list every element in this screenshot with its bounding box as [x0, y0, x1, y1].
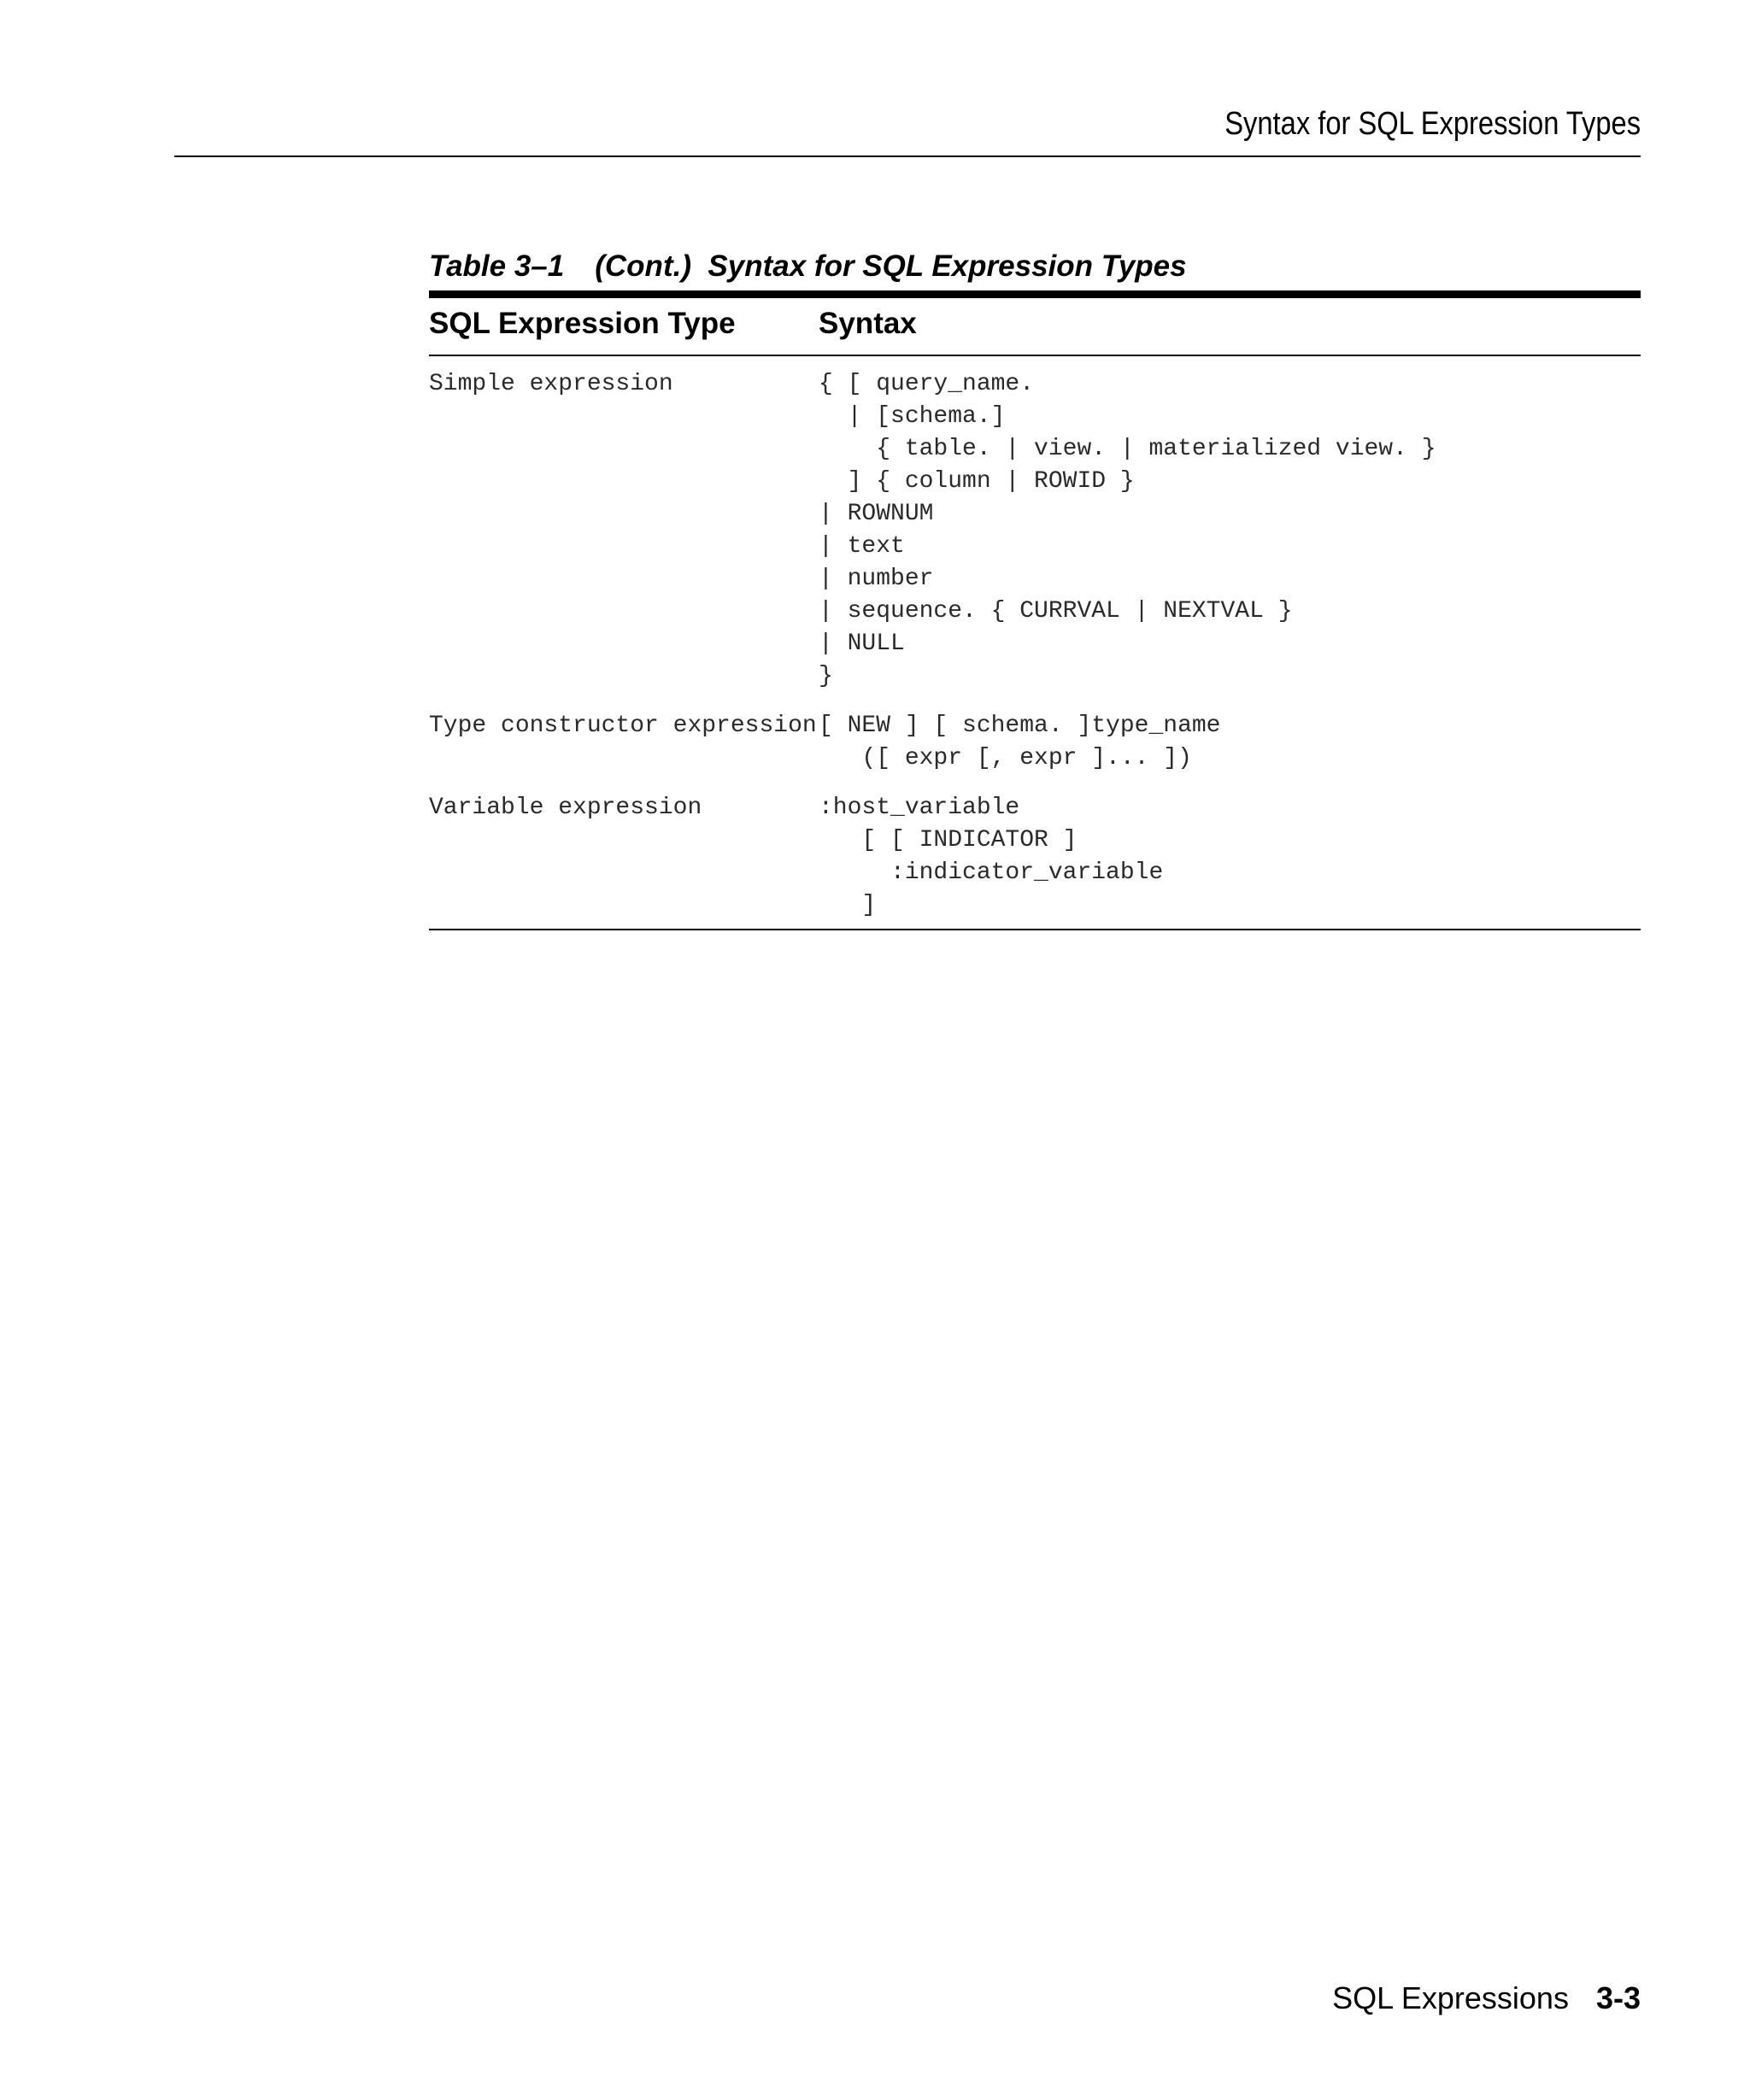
syntax-line: | NULL [819, 631, 905, 657]
expression-type-cell: Variable expression [429, 775, 819, 930]
footer-page-number: 3-3 [1595, 1980, 1641, 2015]
syntax-line: | sequence. { CURRVAL | NEXTVAL } [819, 598, 1293, 625]
syntax-line: | number [819, 566, 934, 592]
table-caption-title: (Cont.) Syntax for SQL Expression Types [595, 249, 1187, 283]
syntax-line: | ROWNUM [819, 501, 934, 527]
syntax-line: { table. | view. | materialized view. } [819, 436, 1436, 462]
syntax-line: [ [ INDICATOR ] [819, 827, 1078, 853]
table-caption-label: Table 3–1 [429, 249, 565, 283]
table-top-rule [429, 290, 1641, 298]
syntax-cell [819, 775, 1641, 930]
header-divider [174, 155, 1641, 157]
page-footer [1332, 1980, 1641, 2016]
table-row [429, 775, 1641, 930]
syntax-table-block [429, 248, 1641, 930]
syntax-line: ] { column | ROWID } [819, 468, 1135, 495]
running-header-title: Syntax for SQL Expression Types [1224, 106, 1641, 142]
syntax-cell [819, 355, 1641, 693]
syntax-line: | text [819, 533, 905, 560]
table-row [429, 355, 1641, 693]
column-header-syntax: Syntax [819, 298, 1641, 355]
syntax-table [429, 298, 1641, 930]
table-row [429, 693, 1641, 775]
table-header-row [429, 298, 1641, 355]
syntax-line: ([ expr [, expr ]... ]) [819, 745, 1192, 771]
footer-section-title: SQL Expressions [1332, 1980, 1569, 2015]
syntax-line: [ NEW ] [ schema. ]type_name [819, 713, 1221, 739]
syntax-line: :host_variable [819, 795, 1020, 821]
syntax-cell [819, 693, 1641, 775]
syntax-line: { [ query_name. [819, 371, 1035, 397]
column-header-expression-type: SQL Expression Type [429, 298, 819, 355]
syntax-line: | [schema.] [819, 403, 1006, 430]
syntax-line: :indicator_variable [819, 859, 1164, 886]
syntax-line: ] [819, 892, 877, 918]
expression-type-cell: Simple expression [429, 371, 673, 397]
table-caption [429, 248, 1641, 285]
expression-type-cell: Type constructor expression [429, 713, 817, 739]
syntax-line: } [819, 663, 833, 689]
